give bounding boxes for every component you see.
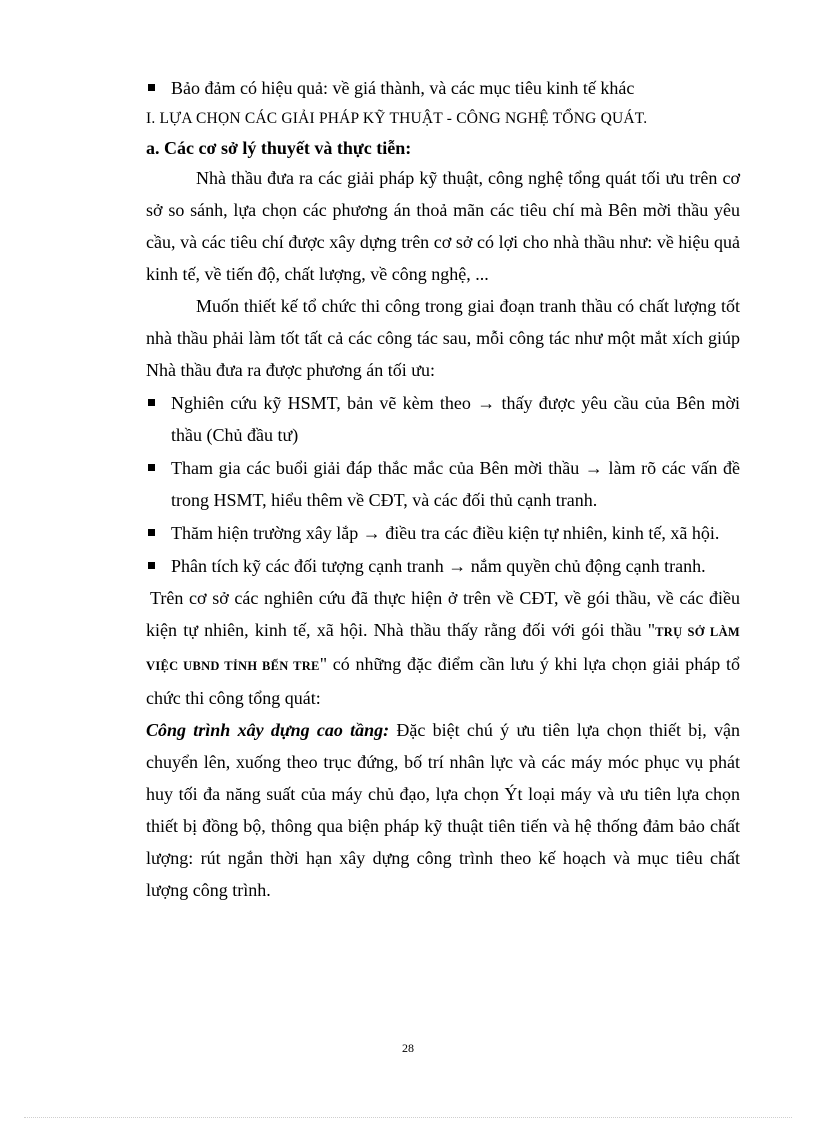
- page-number: 28: [402, 1041, 414, 1055]
- paragraph-3-end: " có những đặc điểm cần lưu ý khi lựa chọn giải pháp tổ chức thi công tổng quát:: [146, 654, 741, 708]
- list-item: [146, 452, 740, 516]
- page-bottom-border: [24, 1117, 792, 1118]
- paragraph-4-leadin: Công trình xây dựng cao tầng:: [146, 720, 390, 740]
- list-item: [146, 550, 740, 582]
- intro-bullet-text: Bảo đảm có hiệu quả: về giá thành, và các mục tiêu kinh tế khác: [171, 78, 635, 98]
- square-bullet-icon: [148, 84, 155, 91]
- square-bullet-icon: [148, 399, 155, 406]
- intro-bullet: [146, 72, 740, 104]
- section-heading: I. LỰA CHỌN CÁC GIẢI PHÁP KỸ THUẬT - CÔNG NGHỆ TỔNG QUÁT.: [146, 110, 648, 127]
- list-item: [146, 387, 740, 451]
- list-item: [146, 517, 740, 549]
- list-item-text: Nghiên cứu kỹ HSMT, bản vẽ kèm theo → thấy được yêu cầu của Bên mời thầu (Chủ đầu tư): [171, 393, 740, 445]
- paragraph-1: Nhà thầu đưa ra các giải pháp kỹ thuật, công nghệ tổng quát tối ưu trên cơ sở so sánh, lựa chọn các phương án thoả mãn các tiêu chí mà Bên mời thầu yêu cầu, và các tiêu chí được xây dựng trên cơ sở có lợi cho nhà thầu như: về hiệu quả kinh tế, về tiến độ, chất lượng, về công nghệ, ...: [146, 168, 740, 284]
- paragraph-3: [146, 582, 740, 714]
- project-name: TRỤ SỞ LÀM VIỆC UBND TỈNH BẾN TRE: [146, 625, 740, 673]
- paragraph-2: Muốn thiết kế tổ chức thi công trong giai đoạn tranh thầu có chất lượng tốt nhà thầu phải làm tốt tất cả các công tác sau, mỗi công tác như một mắt xích giúp Nhà thầu đưa ra được phương án tối ưu:: [146, 296, 740, 380]
- square-bullet-icon: [148, 529, 155, 536]
- subheading: a. Các cơ sở lý thuyết và thực tiễn:: [146, 138, 412, 158]
- paragraph-3-start: Trên cơ sở các nghiên cứu đã thực hiện ở trên về CĐT, về gói thầu, về các điều kiện tự nhiên, kinh tế, xã hội. Nhà thầu thấy rằng đối với gói thầu ": [146, 588, 740, 640]
- list-item-text: Tham gia các buổi giải đáp thắc mắc của Bên mời thầu → làm rõ các vấn đề trong HSMT, hiểu thêm về CĐT, và các đối thủ cạnh tranh.: [171, 458, 740, 510]
- paragraph-4-body: Đặc biệt chú ý ưu tiên lựa chọn thiết bị, vận chuyển lên, xuống theo trục đứng, bố trí nhân lực và các máy móc phục vụ phát huy tối đa năng suất của máy chủ đạo, lựa chọn Ýt loại máy và ưu tiên lựa chọn thiết bị đồng bộ, thông qua biện pháp kỹ thuật tiên tiến và hệ thống đảm bảo chất lượng: rút ngắn thời hạn xây dựng công trình theo kế hoạch và mục tiêu chất lượng công trình.: [146, 720, 740, 900]
- list-item-text: Thăm hiện trường xây lắp → điều tra các điều kiện tự nhiên, kinh tế, xã hội.: [171, 523, 720, 543]
- paragraph-4: [146, 714, 740, 906]
- square-bullet-icon: [148, 562, 155, 569]
- page-content: [146, 72, 740, 906]
- list-item-text: Phân tích kỹ các đối tượng cạnh tranh → nắm quyền chủ động cạnh tranh.: [171, 556, 706, 576]
- square-bullet-icon: [148, 464, 155, 471]
